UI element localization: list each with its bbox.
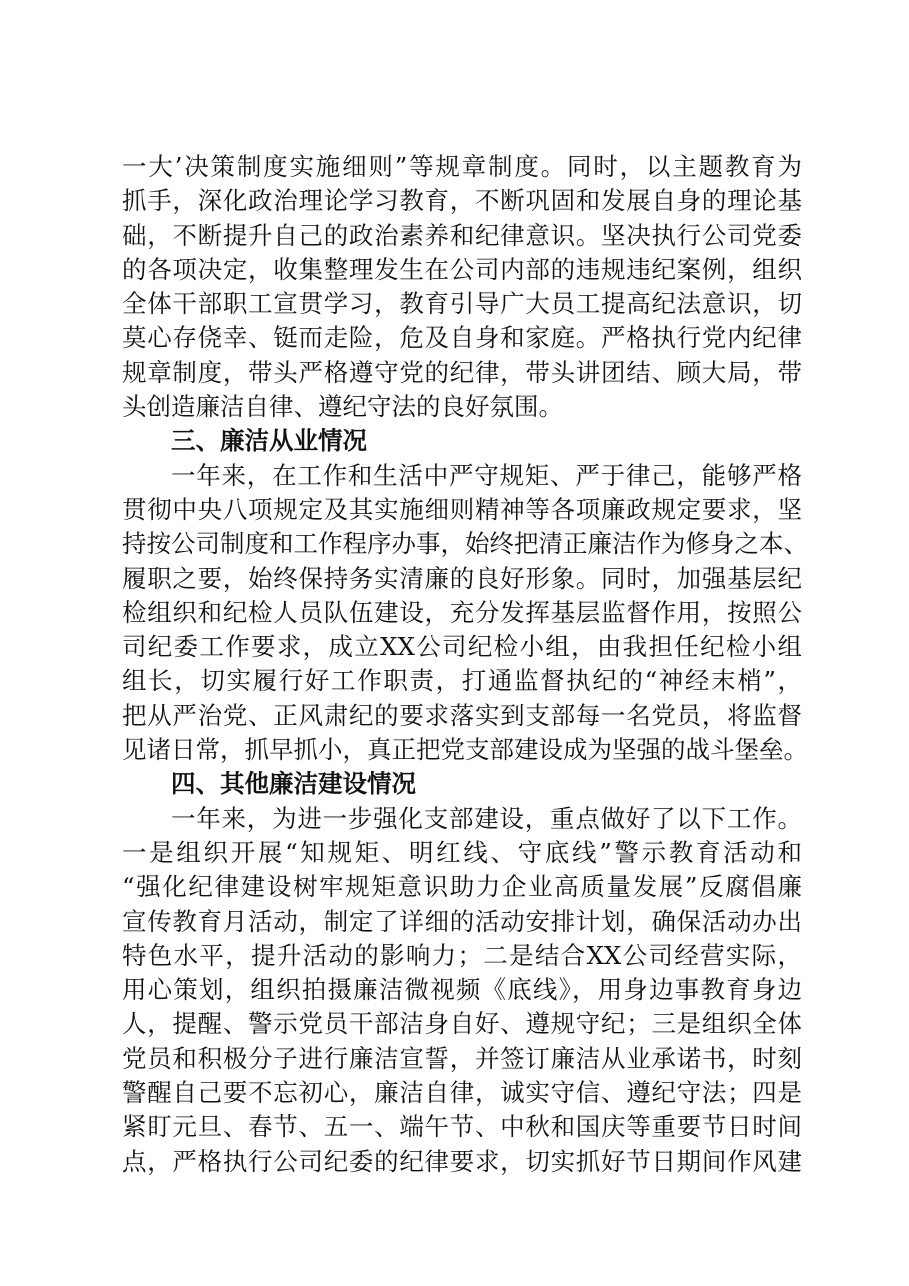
paragraph-line: 一大’决策制度实施细则”等规章制度。同时，以主题教育为: [122, 152, 802, 181]
paragraph-line: “强化纪律建设树牢规矩意识助力企业高质量发展”反腐倡廉: [122, 872, 802, 902]
paragraph-line: 紧盯元旦、春节、五一、端午节、中秋和国庆等重要节日时间: [122, 1112, 802, 1142]
paragraph-line: 用心策划，组织拍摄廉洁微视频《底线》，用身边事教育身边: [122, 975, 802, 1005]
paragraph-line: 贯彻中央八项规定及其实施细则精神等各项廉政规定要求，坚: [122, 494, 802, 524]
section-heading-4: 四、其他廉洁建设情况: [171, 769, 416, 799]
paragraph-line: 持按公司制度和工作程序办事，始终把清正廉洁作为修身之本、: [122, 529, 808, 559]
paragraph-line: 宣传教育月活动，制定了详细的活动安排计划，确保活动办出: [122, 906, 802, 936]
paragraph-line: 全体干部职工宣贯学习，教育引导广大员工提高纪法意识，切: [122, 289, 802, 319]
paragraph-line: 警醒自己要不忘初心，廉洁自律，诚实守信、遵纪守法；四是: [122, 1078, 802, 1108]
paragraph-line: 抓手，深化政治理论学习教育，不断巩固和发展自身的理论基: [122, 186, 802, 216]
paragraph-line: 头创造廉洁自律、遵纪守法的良好氛围。: [122, 392, 563, 422]
paragraph-line: 莫心存侥幸、铤而走险，危及自身和家庭。严格执行党内纪律: [122, 323, 802, 353]
paragraph-line: 司纪委工作要求，成立XX公司纪检小组，由我担任纪检小组: [122, 632, 802, 662]
paragraph-line: 一是组织开展“知规矩、明红线、守底线”警示教育活动和: [122, 837, 802, 867]
section-heading-3: 三、廉洁从业情况: [171, 426, 367, 456]
paragraph-line: 的各项决定，收集整理发生在公司内部的违规违纪案例，组织: [122, 254, 802, 284]
paragraph-line: 组长，切实履行好工作职责，打通监督执纪的“神经末梢”，: [122, 666, 802, 696]
paragraph-line: 础，不断提升自己的政治素养和纪律意识。坚决执行公司党委: [122, 220, 802, 250]
paragraph-line: 检组织和纪检人员队伍建设，充分发挥基层监督作用，按照公: [122, 597, 802, 627]
paragraph-line: 一年来，在工作和生活中严守规矩、严于律己，能够严格: [171, 460, 802, 490]
document-body: [122, 150, 808, 1179]
paragraph-line: 党员和积极分子进行廉洁宣誓，并签订廉洁从业承诺书，时刻: [122, 1043, 802, 1073]
paragraph-line: 把从严治党、正风肃纪的要求落实到支部每一名党员，将监督: [122, 700, 802, 730]
paragraph-line: 特色水平，提升活动的影响力；二是结合XX公司经营实际，: [122, 940, 802, 970]
paragraph-line: 履职之要，始终保持务实清廉的良好形象。同时，加强基层纪: [122, 563, 802, 593]
paragraph-line: 见诸日常，抓早抓小，真正把党支部建设成为坚强的战斗堡垒。: [122, 735, 808, 765]
paragraph-line: 人，提醒、警示党员干部洁身自好、遵规守纪；三是组织全体: [122, 1009, 802, 1039]
paragraph-line: 规章制度，带头严格遵守党的纪律，带头讲团结、顾大局，带: [122, 357, 802, 387]
paragraph-line: 点，严格执行公司纪委的纪律要求，切实抓好节日期间作风建: [122, 1146, 802, 1176]
paragraph-line: 一年来，为进一步强化支部建设，重点做好了以下工作。: [171, 803, 802, 833]
